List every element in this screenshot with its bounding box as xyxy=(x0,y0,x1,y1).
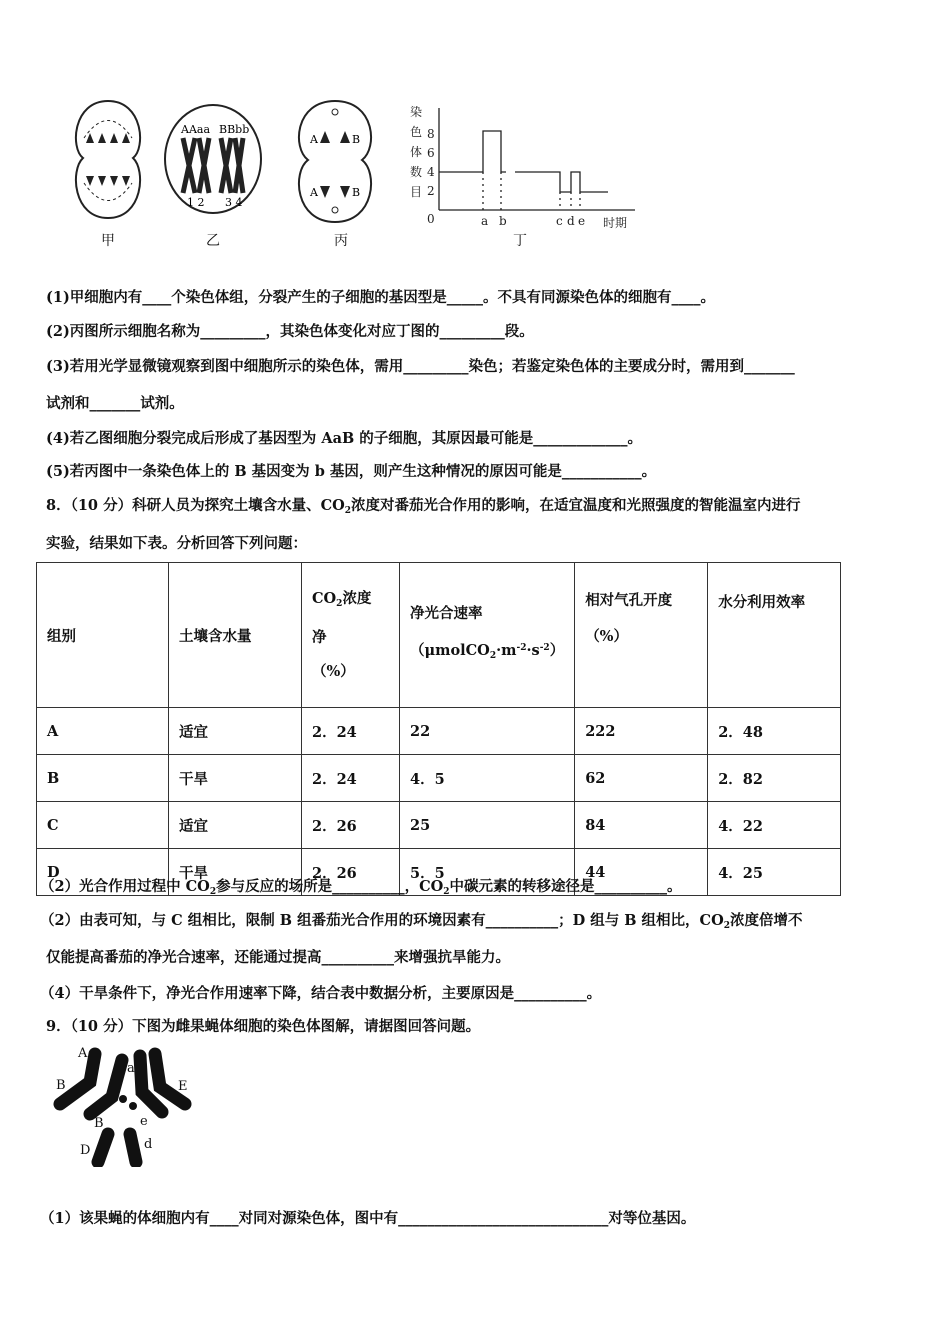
cell: 干旱 xyxy=(169,849,302,896)
ylabel-char: 染 xyxy=(410,105,423,119)
table-row xyxy=(37,708,841,755)
cell: D xyxy=(37,849,169,896)
q7-4: (4)若乙图细胞分裂完成后形成了基因型为 AaB 的子细胞，其原因最可能是_____________。 xyxy=(46,430,643,447)
gene-label: e xyxy=(140,1114,148,1129)
t: 净 xyxy=(312,628,327,646)
header-soil: 土壤含水量 xyxy=(169,563,302,708)
text: 8．（10 分）科研人员为探究土壤含水量、CO xyxy=(46,497,345,514)
cell: C xyxy=(37,802,169,849)
cell: 适宜 xyxy=(169,802,302,849)
ytick: 4 xyxy=(427,165,435,179)
t: （%） xyxy=(312,662,355,680)
xtick: b xyxy=(499,214,507,228)
cell: B xyxy=(37,755,169,802)
gene-label: E xyxy=(178,1079,188,1094)
bing-label-4: B xyxy=(352,186,361,199)
q9-intro: 9．（10 分）下图为雌果蝇体细胞的染色体图解，请据图回答问题。 xyxy=(46,1018,481,1035)
cell: 84 xyxy=(575,802,708,849)
cell: 4．22 xyxy=(708,802,841,849)
cell: 2．26 xyxy=(302,802,400,849)
yi-label-34: 3 4 xyxy=(225,196,243,209)
header-stomata xyxy=(575,563,708,708)
ylabel-char: 目 xyxy=(410,185,423,199)
ytick: 8 xyxy=(427,127,435,141)
cell-yi-figure xyxy=(163,103,263,215)
xtick: a xyxy=(481,214,489,228)
cell: 44 xyxy=(575,849,708,896)
t: 净光合速率 xyxy=(410,605,483,622)
xlabel: 时期 xyxy=(603,216,628,230)
ylabel-char: 数 xyxy=(410,165,423,179)
yi-label-a: AAaa xyxy=(181,123,211,136)
q7-3: (3)若用光学显微镜观察到图中细胞所示的染色体，需用_________染色；若鉴定染色体的主要成分时，需用到_______ xyxy=(46,358,795,375)
cell: 2．26 xyxy=(302,849,400,896)
gene-label: a xyxy=(127,1061,135,1076)
cell-jia-figure xyxy=(68,98,148,223)
bing-label-1: A xyxy=(310,133,318,146)
t: （%） xyxy=(585,628,628,645)
t: 中碳元素的转移途径是__________。 xyxy=(449,878,682,895)
fruit-fly-chromosome-figure xyxy=(50,1042,200,1167)
q9-1: （1）该果蝇的体细胞内有____对同对源染色体，图中有_____________________________对等位基因。 xyxy=(40,1210,696,1227)
xtick: c xyxy=(556,214,563,228)
caption-bing: 丙 xyxy=(334,233,348,249)
yi-label-12: 1 2 xyxy=(187,196,205,209)
ytick: 0 xyxy=(427,212,435,226)
gene-label: A xyxy=(78,1046,88,1061)
cell: 62 xyxy=(575,755,708,802)
q7-1: (1)甲细胞内有____个染色体组，分裂产生的子细胞的基因型是_____。不具有同源染色体的细胞有____。 xyxy=(46,289,716,306)
ytick: 6 xyxy=(427,146,435,160)
t: ·s xyxy=(526,642,540,659)
caption-jia: 甲 xyxy=(101,233,115,249)
t: CO xyxy=(312,589,337,607)
t: 相对气孔开度 xyxy=(585,592,673,609)
text: 浓度对番茄光合作用的影响，在适宜温度和光照强度的智能温室内进行 xyxy=(351,497,801,514)
cell: 适宜 xyxy=(169,708,302,755)
ylabel-char: 色 xyxy=(410,125,423,139)
xtick: d xyxy=(567,214,575,228)
t: ） xyxy=(549,642,565,659)
chromosome-count-graph xyxy=(405,100,640,230)
q8-d: （4）干旱条件下，净光合作用速率下降，结合表中数据分析，主要原因是__________。 xyxy=(40,985,602,1002)
bing-label-3: A xyxy=(310,186,318,199)
cell: 4．5 xyxy=(400,755,575,802)
results-table xyxy=(36,562,841,896)
table-row xyxy=(37,755,841,802)
q8-intro-2: 实验，结果如下表。分析回答下列问题： xyxy=(46,535,307,552)
t: （2）由表可知，与 C 组相比，限制 B 组番茄光合作用的环境因素有__________；D 组与 B 组相比，CO xyxy=(40,912,724,929)
q8-a: （2）光合作用过程中 $CO_2$参与反应的场所是__________，$CO_2$中碳元素的转移途径是__________。 xyxy=(40,878,682,897)
t: （2）光合作用过程中 CO xyxy=(40,878,210,895)
t: 浓度 xyxy=(342,589,372,607)
t: 浓度倍增不 xyxy=(730,912,803,929)
header-co2: $CO_2$浓度 净 （%） xyxy=(302,563,400,708)
gene-label: D xyxy=(80,1143,91,1158)
cell: 222 xyxy=(575,708,708,755)
cell: 2．24 xyxy=(302,708,400,755)
header-group: 组别 xyxy=(37,563,169,708)
t: 参与反应的场所是__________，CO xyxy=(216,878,444,895)
gene-label: B xyxy=(94,1116,104,1131)
cell: 2．82 xyxy=(708,755,841,802)
q8-b: （2）由表可知，与 C 组相比，限制 B 组番茄光合作用的环境因素有__________；D 组与 B 组相比，$CO_2$浓度倍增不 xyxy=(40,912,803,931)
ytick: 2 xyxy=(427,184,435,198)
cell: 2．24 xyxy=(302,755,400,802)
cell: 干旱 xyxy=(169,755,302,802)
q8-intro-1: 8．（10 分）科研人员为探究土壤含水量、$CO_2$浓度对番茄光合作用的影响，在适宜温度和光照强度的智能温室内进行 xyxy=(46,497,801,516)
header-net-rate: 净光合速率 $(\mu molCO_2\cdot m^{-2}\cdot s^{-2})$ xyxy=(400,563,575,708)
ylabel-char: 体 xyxy=(410,145,423,159)
t: ·m xyxy=(496,642,517,659)
yi-label-b: BBbb xyxy=(219,123,250,136)
q7-5: (5)若丙图中一条染色体上的 B 基因变为 b 基因，则产生这种情况的原因可能是___________。 xyxy=(46,463,657,480)
cell: 25 xyxy=(400,802,575,849)
caption-yi: 乙 xyxy=(206,233,220,249)
q7-3-cont: 试剂和_______试剂。 xyxy=(46,395,184,412)
q8-c: 仅能提高番茄的净光合速率，还能通过提高__________来增强抗旱能力。 xyxy=(46,949,510,966)
t: （μmolCO xyxy=(410,642,490,659)
xtick: e xyxy=(578,214,586,228)
bing-label-2: B xyxy=(352,133,361,146)
gene-label: B xyxy=(56,1078,66,1093)
header-water-efficiency: 水分利用效率 xyxy=(708,563,841,708)
cell: 5．5 xyxy=(400,849,575,896)
cell: 2．48 xyxy=(708,708,841,755)
cell: 4．25 xyxy=(708,849,841,896)
cell: A xyxy=(37,708,169,755)
gene-label: d xyxy=(144,1137,153,1152)
q7-2: (2)丙图所示细胞名称为_________，其染色体变化对应丁图的_________段。 xyxy=(46,323,534,340)
table-row xyxy=(37,802,841,849)
caption-ding: 丁 xyxy=(513,233,527,249)
cell: 22 xyxy=(400,708,575,755)
cell-bing-figure xyxy=(290,98,380,226)
